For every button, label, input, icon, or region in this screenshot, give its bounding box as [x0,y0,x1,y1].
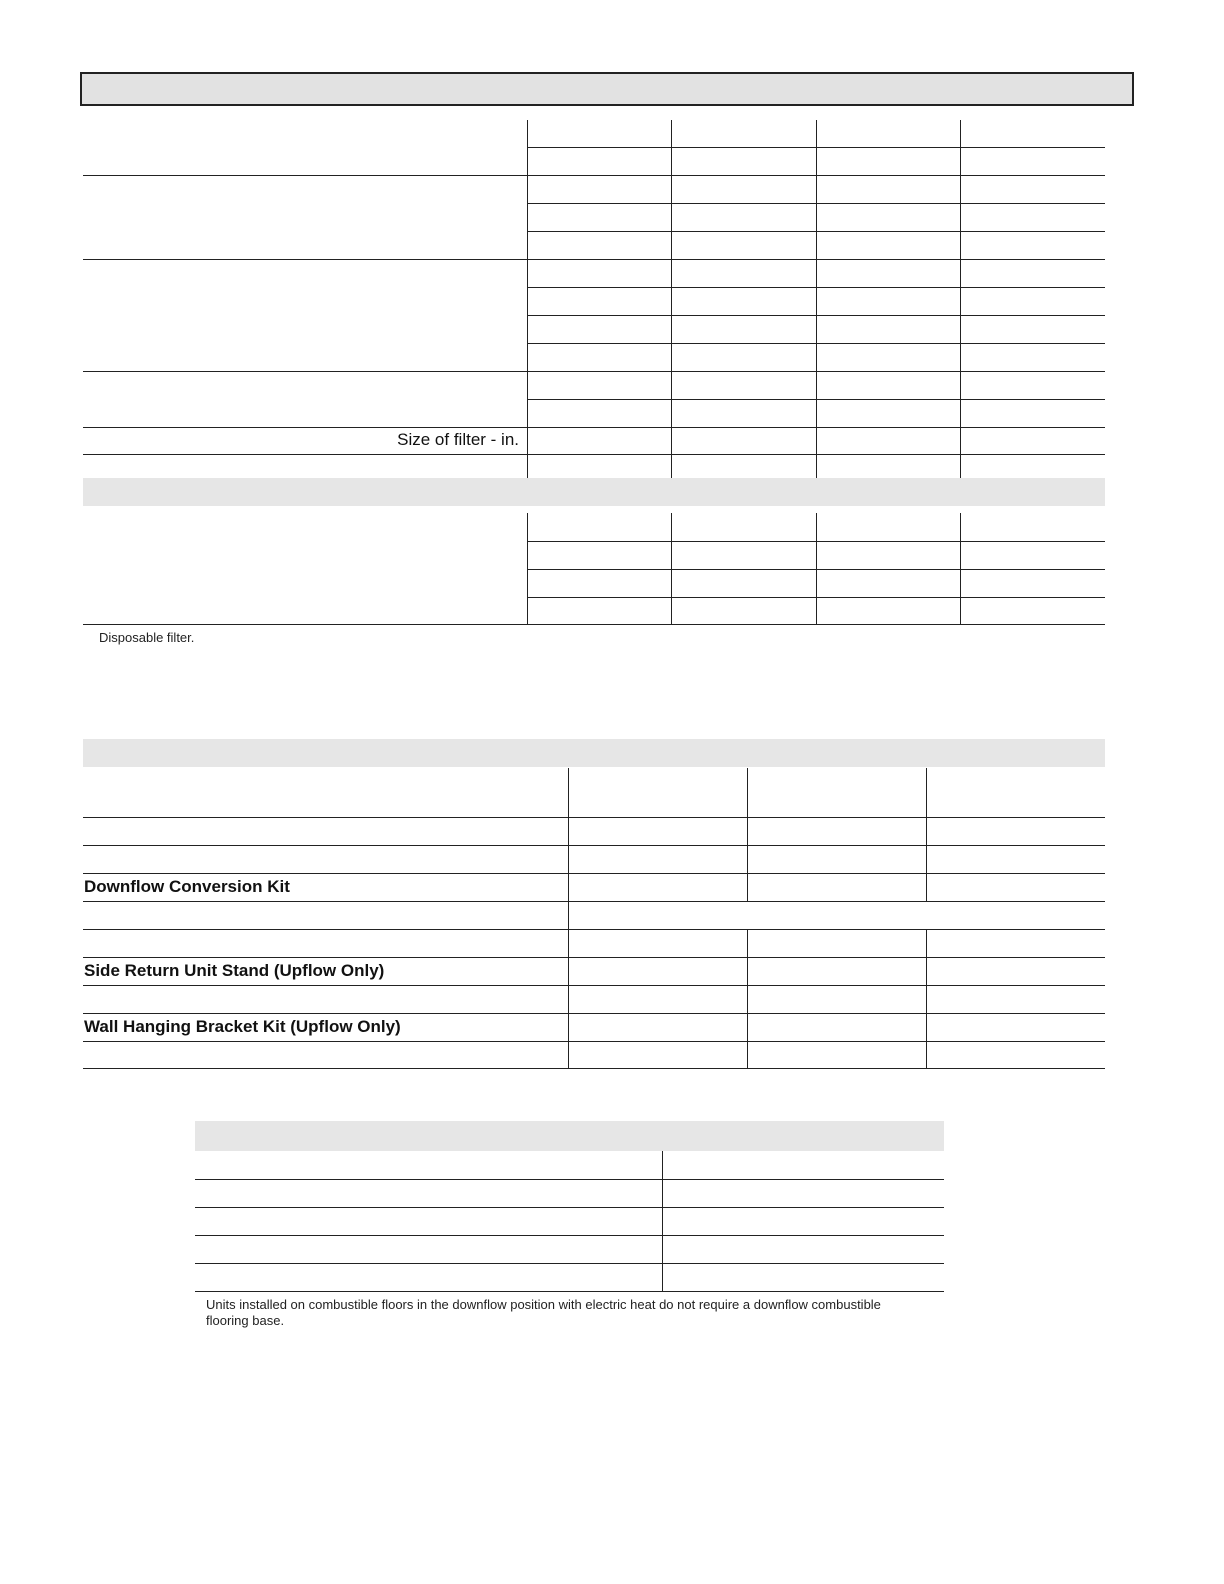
row-divider [527,315,1105,316]
section-header-band [83,478,1105,506]
row-divider [195,1263,944,1264]
row-divider [527,203,1105,204]
row-divider [83,845,1105,846]
filter-size-label: Size of filter - in. [397,430,519,449]
row-divider [195,1207,944,1208]
row-divider [195,1235,944,1236]
row-divider [83,1041,1105,1042]
row-divider [83,929,1105,930]
row-divider [527,231,1105,232]
column-divider [568,768,569,1069]
row-divider [83,259,1105,260]
row-divider [83,427,1105,428]
wall-bracket-kit-label: Wall Hanging Bracket Kit (Upflow Only) [84,1017,401,1036]
specs-footnote: Disposable filter. [99,630,195,645]
column-divider [747,768,748,902]
row-divider [83,873,1105,874]
column-divider [747,929,748,1069]
clearance-footnote-line2: flooring base. [206,1313,285,1328]
row-divider [527,597,1105,598]
downflow-kit-label: Downflow Conversion Kit [84,877,290,896]
row-divider [83,371,1105,372]
row-divider [83,175,1105,176]
row-divider [83,1013,1105,1014]
row-divider [527,343,1105,344]
section-header-band [195,1121,944,1151]
side-return-stand-label: Side Return Unit Stand (Upflow Only) [84,961,385,980]
clearance-footnote-line1: Units installed on combustible floors in the downflow position with electric heat do not require a downflow combustible [206,1297,881,1312]
row-divider [83,454,1105,455]
row-divider [527,399,1105,400]
column-divider [926,768,927,902]
row-divider [527,569,1105,570]
row-divider [83,957,1105,958]
row-divider [83,624,1105,625]
row-divider [527,541,1105,542]
row-divider [83,901,1105,902]
row-divider [195,1291,944,1292]
row-divider [83,817,1105,818]
column-divider [662,1151,663,1291]
row-divider [527,287,1105,288]
row-divider [83,985,1105,986]
row-divider [195,1179,944,1180]
column-divider [926,929,927,1069]
section-header-band [83,739,1105,767]
row-divider [527,147,1105,148]
page-title-bar [80,72,1134,106]
row-divider [83,1068,1105,1069]
